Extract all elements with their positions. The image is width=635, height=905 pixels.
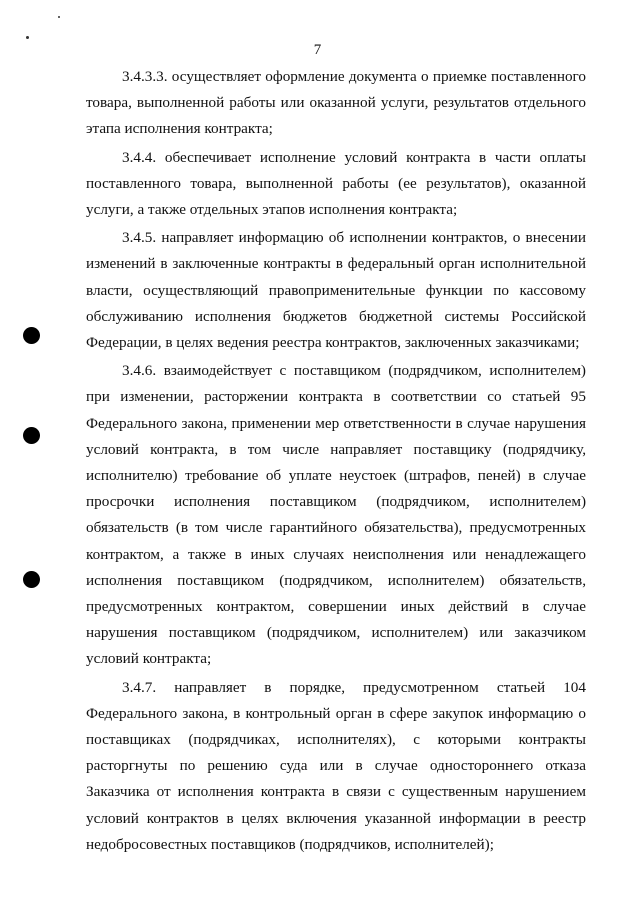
clause-3-4-7: 3.4.7. направляет в порядке, предусмотренном статьей 104 Федерального закона, в контрольный орган в сфере закупок информацию о поставщиках (подрядчиках, исполнителях), с которыми контракты расторгнуты по решению суда или в случае одностороннего отказа Заказчика от исполнения контракта в связи с существенным нарушением условий контрактов в целях включения указанной информации в реестр недобросовестных поставщиков (подрядчиков, исполнителей); [86, 678, 586, 853]
clause-3-4-3-3: 3.4.3.3. осуществляет оформление документа о приемке поставленного товара, выполненной работы или оказанной услуги, результатов отдельного этапа исполнения контракта; [86, 68, 586, 138]
scan-speck [26, 36, 29, 39]
clause-3-4-5: 3.4.5. направляет информацию об исполнении контрактов, о внесении изменений в заключенные контракты в федеральный орган исполнительной власти, осуществляющий правоприменительные функции по кассовому обслуживанию исполнения бюджетов бюджетной системы Российской Федерации, в целях ведения реестра контрактов, заключенных заказчиками; [86, 229, 586, 352]
punch-hole-marker [23, 427, 40, 444]
page-number: 7 [313, 42, 322, 58]
punch-hole-marker [23, 571, 40, 588]
scan-speck [58, 16, 60, 18]
clause-3-4-6: 3.4.6. взаимодействует с поставщиком (подрядчиком, исполнителем) при изменении, расторжении контракта в соответствии со статьей 95 Федерального закона, применении мер ответственности в случае нарушения условий контракта, в том числе направляет поставщику (подрядчику, исполнителю) требование об уплате неустоек (штрафов, пеней) в случае просрочки исполнения поставщиком (подрядчиком, исполнителем) обязательств (в том числе гарантийного обязательства), предусмотренных контрактом, а также в иных случаях неисполнения или ненадлежащего исполнения поставщиком (подрядчиком, исполнителем) обязательств, предусмотренных контрактом, совершении иных действий в случае нарушения поставщиком (подрядчиком, исполнителем) или заказчиком условий контракта; [86, 362, 586, 668]
clause-3-4-4: 3.4.4. обеспечивает исполнение условий контракта в части оплаты поставленного товара, выполненной работы (ее результатов), оказанной услуги, а также отдельных этапов исполнения контракта; [86, 148, 586, 219]
document-body [86, 64, 586, 860]
punch-hole-marker [23, 327, 40, 344]
